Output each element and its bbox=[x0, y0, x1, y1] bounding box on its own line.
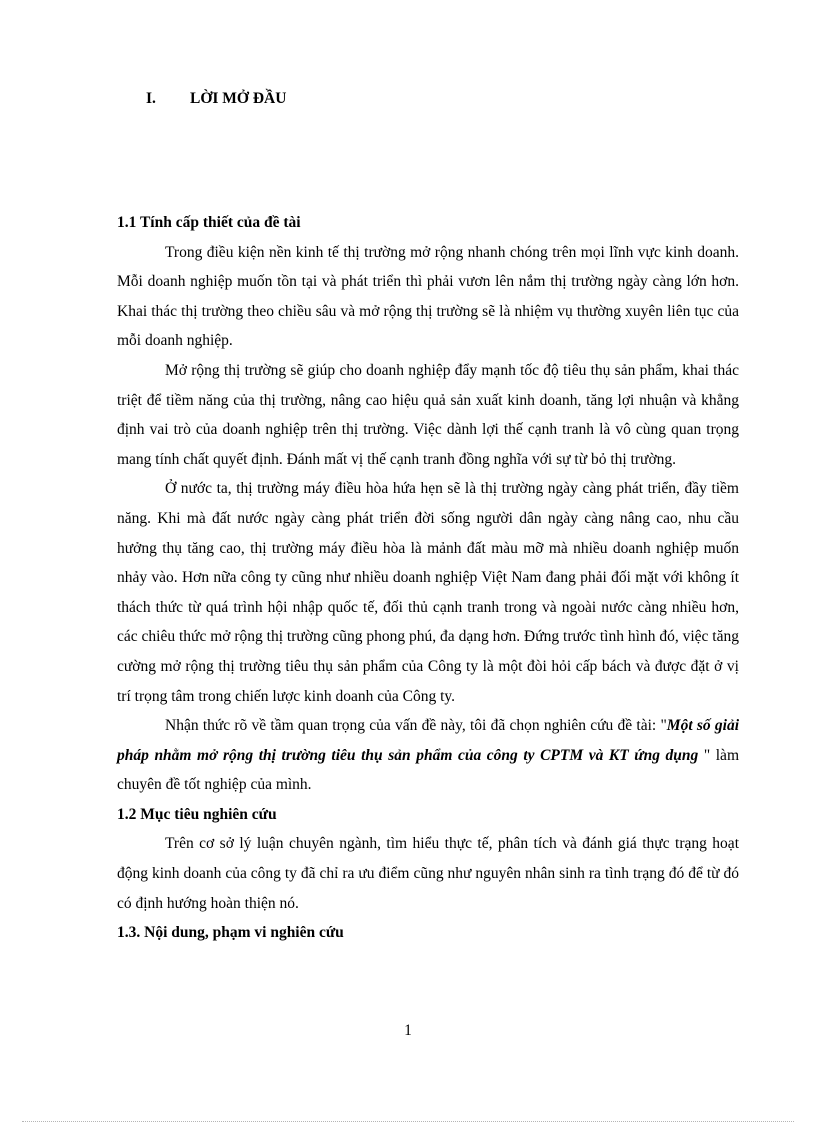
page-bottom-divider bbox=[22, 1121, 794, 1122]
paragraph-topic-statement bbox=[117, 711, 739, 800]
section-heading-1-1: 1.1 Tính cấp thiết của đề tài bbox=[117, 214, 301, 231]
chapter-number: I. bbox=[146, 90, 156, 107]
paragraph: Trên cơ sở lý luận chuyên ngành, tìm hiểu thực tế, phân tích và đánh giá thực trạng hoạt động kinh doanh của công ty đã chỉ ra ưu điểm cũng như nguyên nhân sinh ra tình trạng đó để từ đó có định hướng hoàn thiện nó. bbox=[117, 835, 739, 912]
page-number: 1 bbox=[404, 1022, 412, 1039]
chapter-title: LỜI MỞ ĐẦU bbox=[190, 90, 287, 107]
paragraph: Trong điều kiện nền kinh tế thị trường mở rộng nhanh chóng trên mọi lĩnh vực kinh doanh. Mỗi doanh nghiệp muốn tồn tại và phát triển thì phải vươn lên nắm thị trường ngày càng lớn hơn. Khai thác thị trường theo chiều sâu và mở rộng thị trường sẽ là nhiệm vụ thường xuyên liên tục của mỗi doanh nghiệp. bbox=[117, 243, 739, 350]
paragraph: Mở rộng thị trường sẽ giúp cho doanh nghiệp đẩy mạnh tốc độ tiêu thụ sản phẩm, khai thác triệt để tiềm năng của thị trường, nâng cao hiệu quả sản xuất kinh doanh, tăng lợi nhuận và khẳng định vai trò của doanh nghiệp trên thị trường. Việc dành lợi thế cạnh tranh là vô cùng quan trọng mang tính chất quyết định. Đánh mất vị thế cạnh tranh đồng nghĩa với sự từ bỏ thị trường. bbox=[117, 361, 739, 468]
paragraph: Ở nước ta, thị trường máy điều hòa hứa hẹn sẽ là thị trường ngày càng phát triển, đầy tiềm năng. Khi mà đất nước ngày càng phát triển đời sống người dân ngày càng nâng cao, nhu cầu hưởng thụ tăng cao, thị trường máy điều hòa là mảnh đất màu mỡ mà nhiều doanh nghiệp muốn nhảy vào. Hơn nữa công ty cũng như nhiều doanh nghiệp Việt Nam đang phải đối mặt với không ít thách thức từ quá trình hội nhập quốc tế, đối thủ cạnh tranh trong và ngoài nước càng nhiều hơn, các chiêu thức mở rộng thị trường cũng phong phú, đa dạng hơn. Đứng trước tình hình đó, việc tăng cường mở rộng thị trường tiêu thụ sản phẩm của Công ty là một đòi hỏi cấp bách và được đặt ở vị trí trọng tâm trong chiến lược kinh doanh của Công ty. bbox=[117, 480, 739, 705]
topic-intro-text: Nhận thức rõ về tầm quan trọng của vấn đề này, tôi đã chọn nghiên cứu đề tài: " bbox=[165, 717, 667, 735]
document-body bbox=[117, 208, 739, 948]
thesis-title: Một số giải pháp nhằm mở rộng thị trường tiêu thụ sản phẩm của công ty CPTM và KT ứng dụng bbox=[117, 717, 740, 764]
chapter-heading bbox=[146, 90, 286, 108]
topic-outro-text: " làm chuyên đề tốt nghiệp của mình. bbox=[117, 746, 739, 794]
section-heading-1-2: 1.2 Mục tiêu nghiên cứu bbox=[117, 805, 277, 823]
section-heading-1-3: 1.3. Nội dung, phạm vi nghiên cứu bbox=[117, 924, 344, 942]
